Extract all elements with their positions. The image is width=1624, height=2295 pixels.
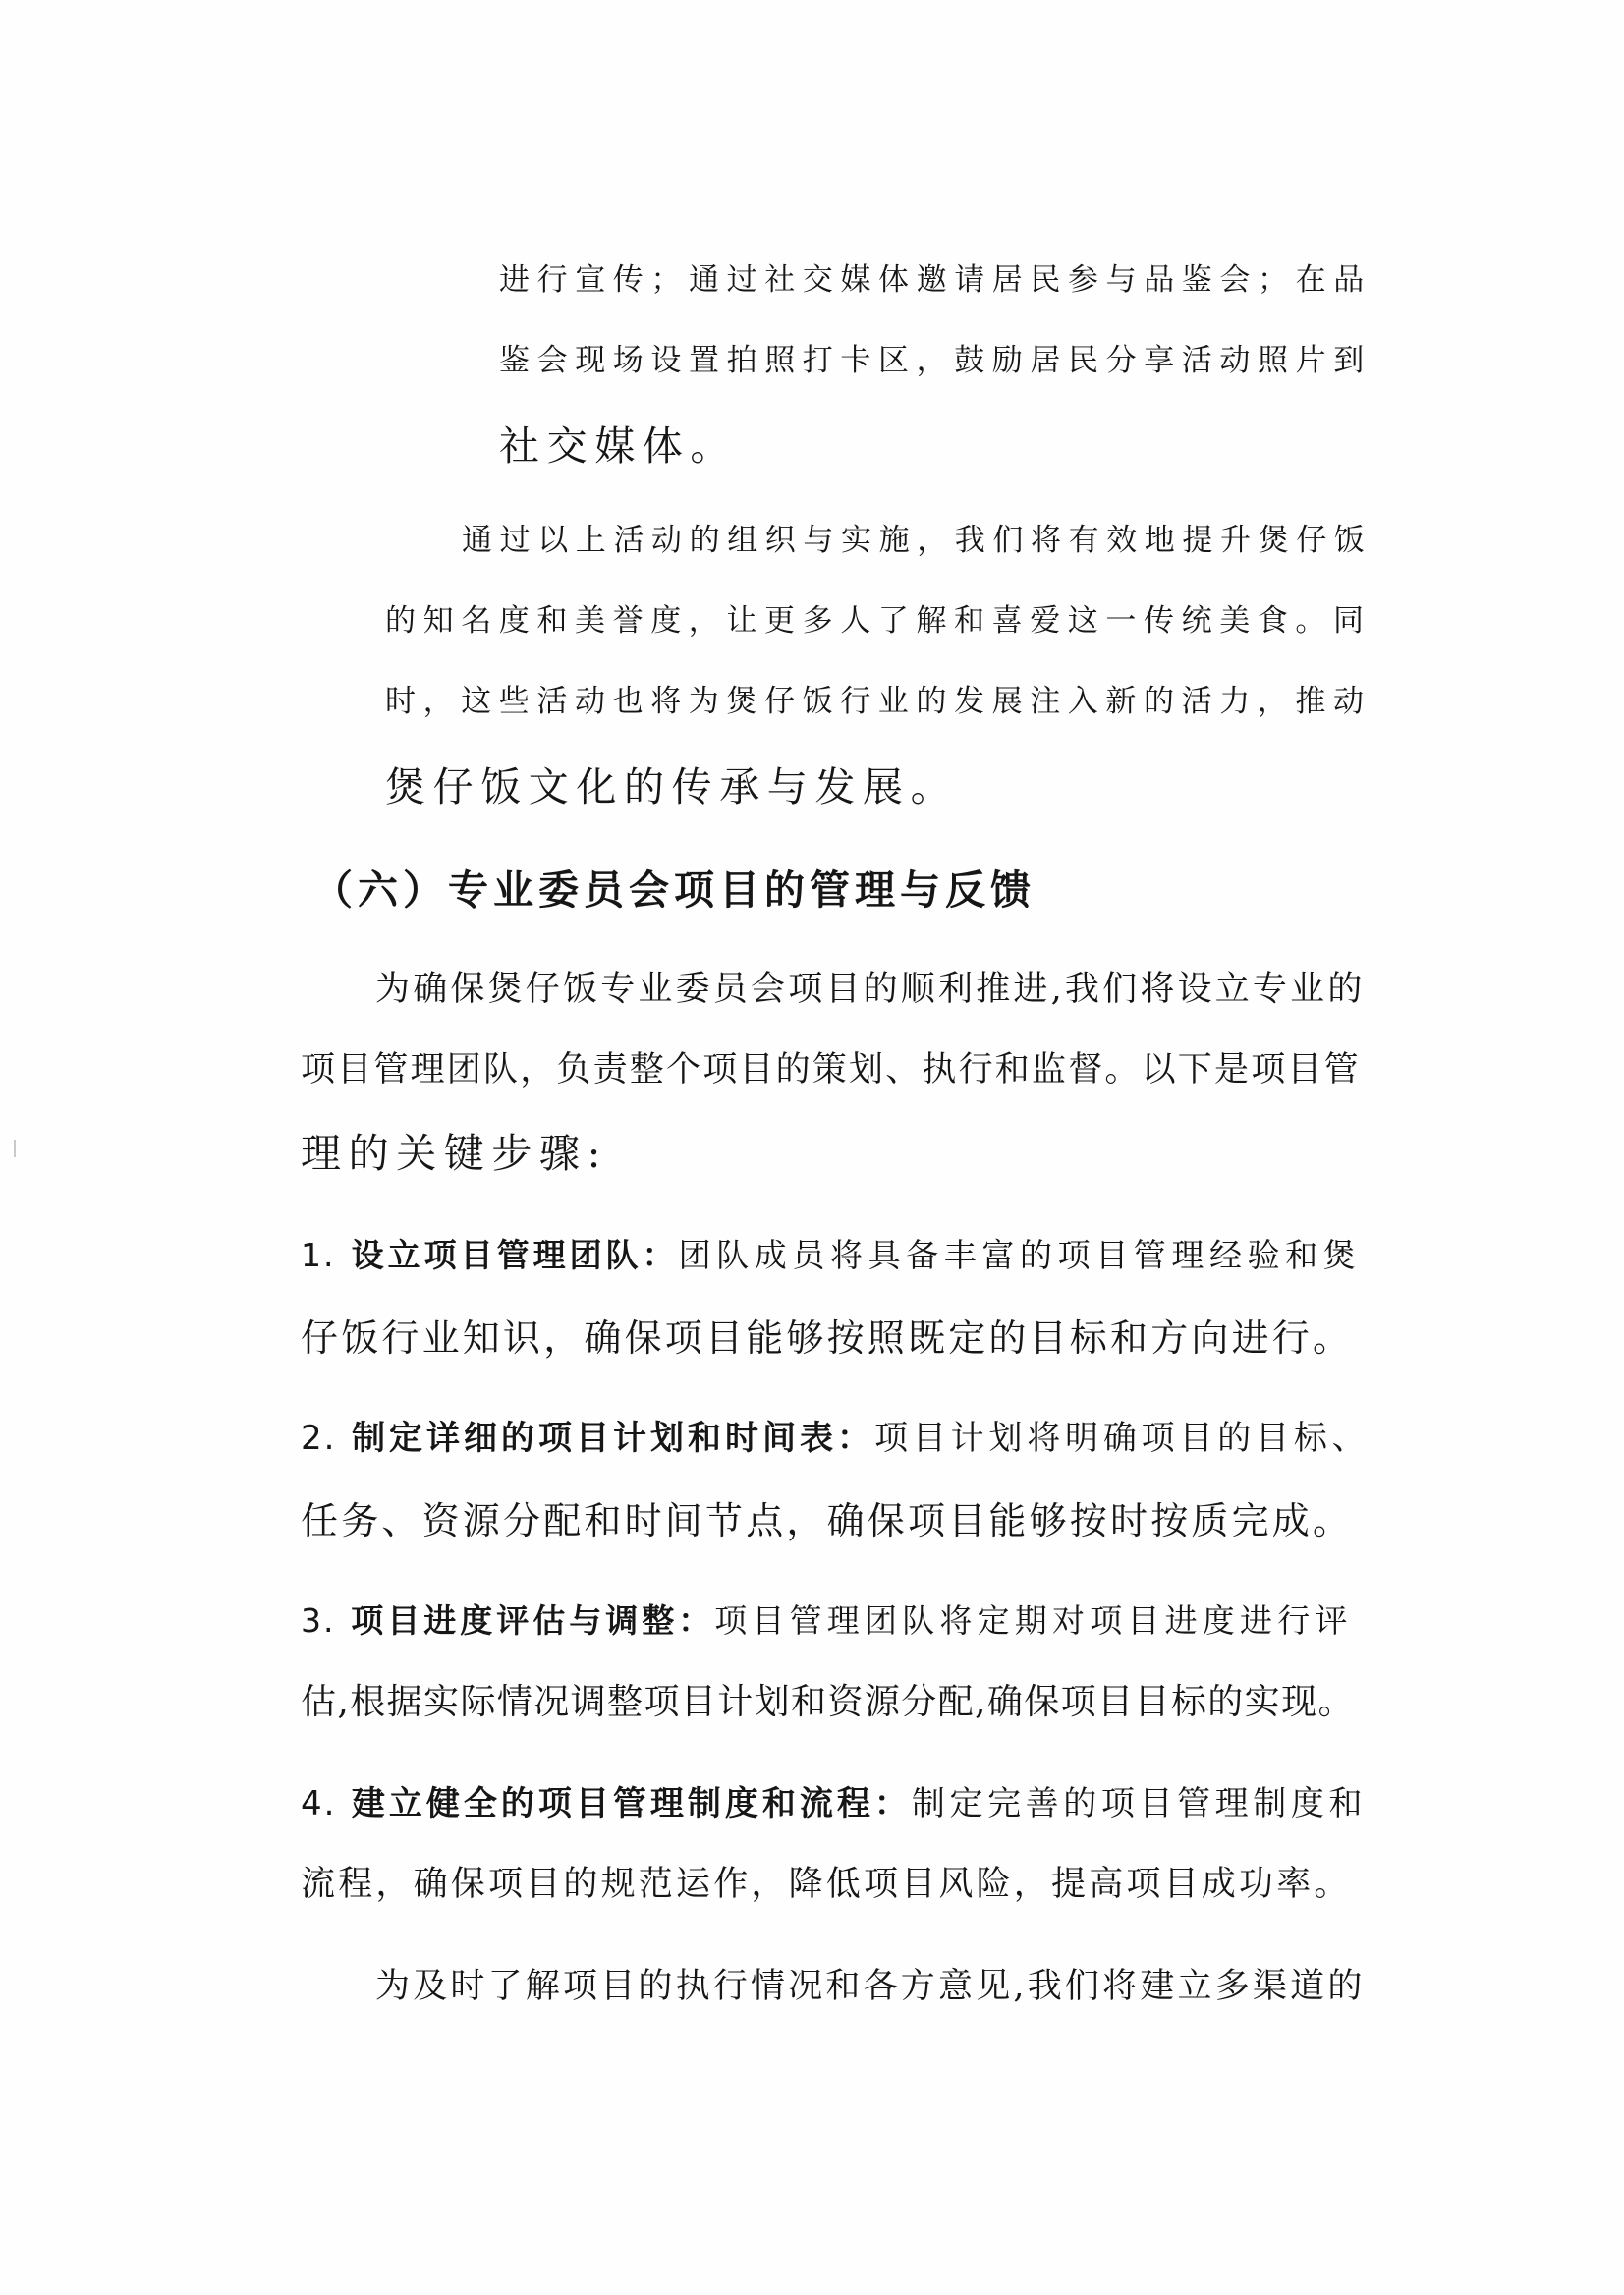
step-3-number: 3. <box>301 1601 336 1640</box>
bullet-continuation-line-2: 鉴会现场设置拍照打卡区，鼓励居民分享活动照片到 <box>499 343 1372 378</box>
summary-paragraph-line-2: 的知名度和美誉度，让更多人了解和喜爱这一传统美食。同 <box>385 603 1372 639</box>
section-heading: （六）专业委员会项目的管理与反馈 <box>312 867 1036 914</box>
step-3-title: 项目进度评估与调整： <box>351 1601 715 1640</box>
step-4-line-1 <box>301 1784 1368 1823</box>
summary-paragraph-line-3: 时，这些活动也将为煲仔饭行业的发展注入新的活力，推动 <box>385 684 1372 719</box>
step-2-number: 2. <box>301 1419 337 1458</box>
closing-paragraph-line-1: 为及时了解项目的执行情况和各方意见,我们将建立多渠道的 <box>375 1967 1366 2006</box>
intro-paragraph-line-2: 项目管理团队，负责整个项目的策划、执行和监督。以下是项目管 <box>301 1050 1361 1090</box>
step-2-title: 制定详细的项目计划和时间表： <box>352 1419 875 1458</box>
step-2-line-2: 任务、资源分配和时间节点，确保项目能够按时按质完成。 <box>301 1499 1354 1542</box>
step-4-text: 制定完善的项目管理制度和 <box>911 1784 1368 1823</box>
step-4-line-2: 流程，确保项目的规范运作，降低项目风险，提高项目成功率。 <box>301 1865 1352 1904</box>
bullet-continuation-line-3: 社交媒体。 <box>499 422 738 470</box>
step-1-line-1 <box>301 1236 1362 1274</box>
step-4-title: 建立健全的项目管理制度和流程： <box>351 1784 912 1823</box>
summary-paragraph-line-1: 通过以上活动的组织与实施，我们将有效地提升煲仔饭 <box>462 523 1372 558</box>
step-1-line-2: 仔饭行业知识，确保项目能够按照既定的目标和方向进行。 <box>301 1316 1354 1360</box>
step-1-number: 1. <box>301 1236 336 1274</box>
step-1-text: 团队成员将具备丰富的项目管理经验和煲 <box>678 1236 1362 1274</box>
step-3-line-2: 估,根据实际情况调整项目计划和资源分配,确保项目目标的实现。 <box>301 1682 1355 1722</box>
summary-paragraph-line-4: 煲仔饭文化的传承与发展。 <box>385 763 959 811</box>
intro-paragraph-line-3: 理的关键步骤: <box>301 1130 609 1177</box>
step-2-text: 项目计划将明确项目的目标、 <box>874 1419 1371 1458</box>
step-2-line-1 <box>301 1419 1371 1458</box>
step-4-number: 4. <box>301 1784 337 1823</box>
step-1-title: 设立项目管理团队： <box>351 1236 679 1274</box>
step-3-text: 项目管理团队将定期对项目进度进行评 <box>714 1601 1353 1640</box>
scan-edge-mark <box>14 1140 16 1157</box>
step-3-line-1 <box>301 1601 1353 1640</box>
intro-paragraph-line-1: 为确保煲仔饭专业委员会项目的顺利推进,我们将设立专业的 <box>375 970 1366 1009</box>
bullet-continuation-line-1: 进行宣传；通过社交媒体邀请居民参与品鉴会；在品 <box>499 262 1372 298</box>
